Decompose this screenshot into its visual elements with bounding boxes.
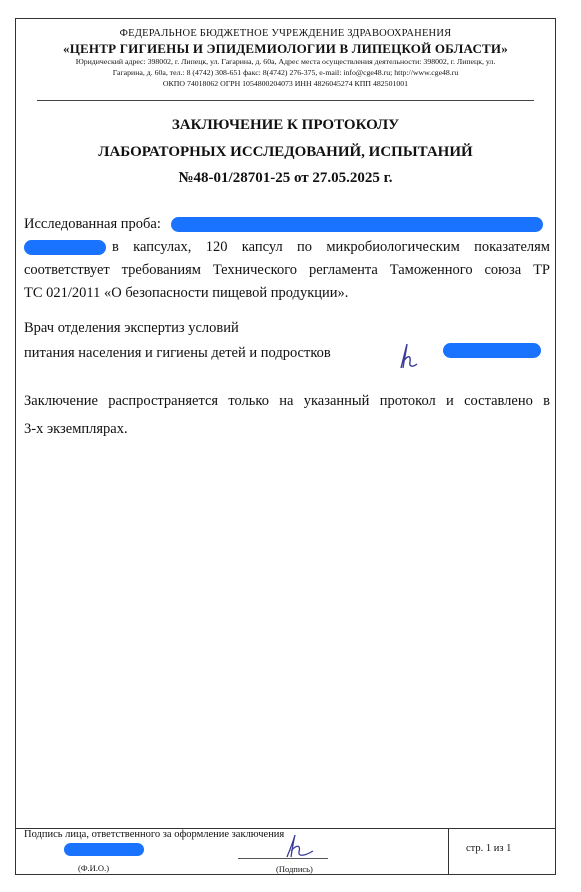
doctor-signature	[398, 342, 420, 376]
sample-label: Исследованная проба:	[24, 216, 161, 232]
sample-line-4: ТС 021/2011 «О безопасности пищевой продукции».	[24, 285, 349, 301]
redacted-doctor-name	[443, 343, 541, 358]
page-number: стр. 1 из 1	[466, 843, 512, 854]
footer-column-divider	[448, 828, 449, 874]
scope-line-2: 3-х экземплярах.	[24, 421, 128, 437]
scope-paragraph	[24, 389, 550, 442]
fio-caption: (Ф.И.О.)	[78, 863, 110, 873]
redacted-sample-name	[171, 217, 543, 232]
sample-conclusion-paragraph	[24, 213, 550, 305]
org-name: «ЦЕНТР ГИГИЕНЫ И ЭПИДЕМИОЛОГИИ В ЛИПЕЦКОЙ ОБЛАСТИ»	[63, 41, 508, 56]
address-line-2: Гагарина, д. 60а, тел.: 8 (4742) 308-651 факс: 8(4742) 276-375, e-mail: info@cge48.ru; http://www.cge48.ru	[112, 68, 459, 77]
doctor-position-line-2: питания населения и гигиены детей и подростков	[24, 345, 331, 361]
scope-line-1: Заключение распространяется только на указанный протокол и составлено в	[24, 393, 550, 409]
doctor-block	[24, 316, 550, 366]
signature-caption: (Подпись)	[276, 864, 313, 874]
sample-line-3: соответствует требованиям Технического регламента Таможенного союза ТР	[24, 262, 550, 278]
signature-underline	[238, 858, 328, 859]
sample-line-2-text: в капсулах, 120 капсул по микробиологическим показателям	[112, 239, 550, 255]
redacted-sample-name-cont	[24, 240, 106, 255]
responsible-signature-label: Подпись лица, ответственного за оформление заключения	[24, 829, 285, 840]
address-line-1: Юридический адрес: 398002, г. Липецк, ул. Гагарина, д. 60а, Адрес места осуществления деятельности: 398002, г. Липецк, ул.	[75, 57, 496, 66]
document-title-line-2: ЛАБОРАТОРНЫХ ИССЛЕДОВАНИЙ, ИСПЫТАНИЙ	[98, 144, 473, 160]
sample-line-1	[24, 213, 550, 236]
header-divider	[37, 100, 534, 101]
responsible-signature	[283, 833, 317, 865]
sample-line-2	[24, 236, 550, 259]
org-type: ФЕДЕРАЛЬНОЕ БЮДЖЕТНОЕ УЧРЕЖДЕНИЕ ЗДРАВООХРАНЕНИЯ	[119, 28, 452, 39]
doctor-position-line-1: Врач отделения экспертиз условий	[24, 320, 239, 336]
redacted-responsible-name	[64, 843, 144, 856]
document-title-line-1: ЗАКЛЮЧЕНИЕ К ПРОТОКОЛУ	[171, 117, 400, 133]
protocol-number: №48-01/28701-25 от 27.05.2025 г.	[178, 170, 393, 186]
registration-codes: ОКПО 74018062 ОГРН 1054800204073 ИНН 4826045274 КПП 482501001	[162, 79, 409, 88]
